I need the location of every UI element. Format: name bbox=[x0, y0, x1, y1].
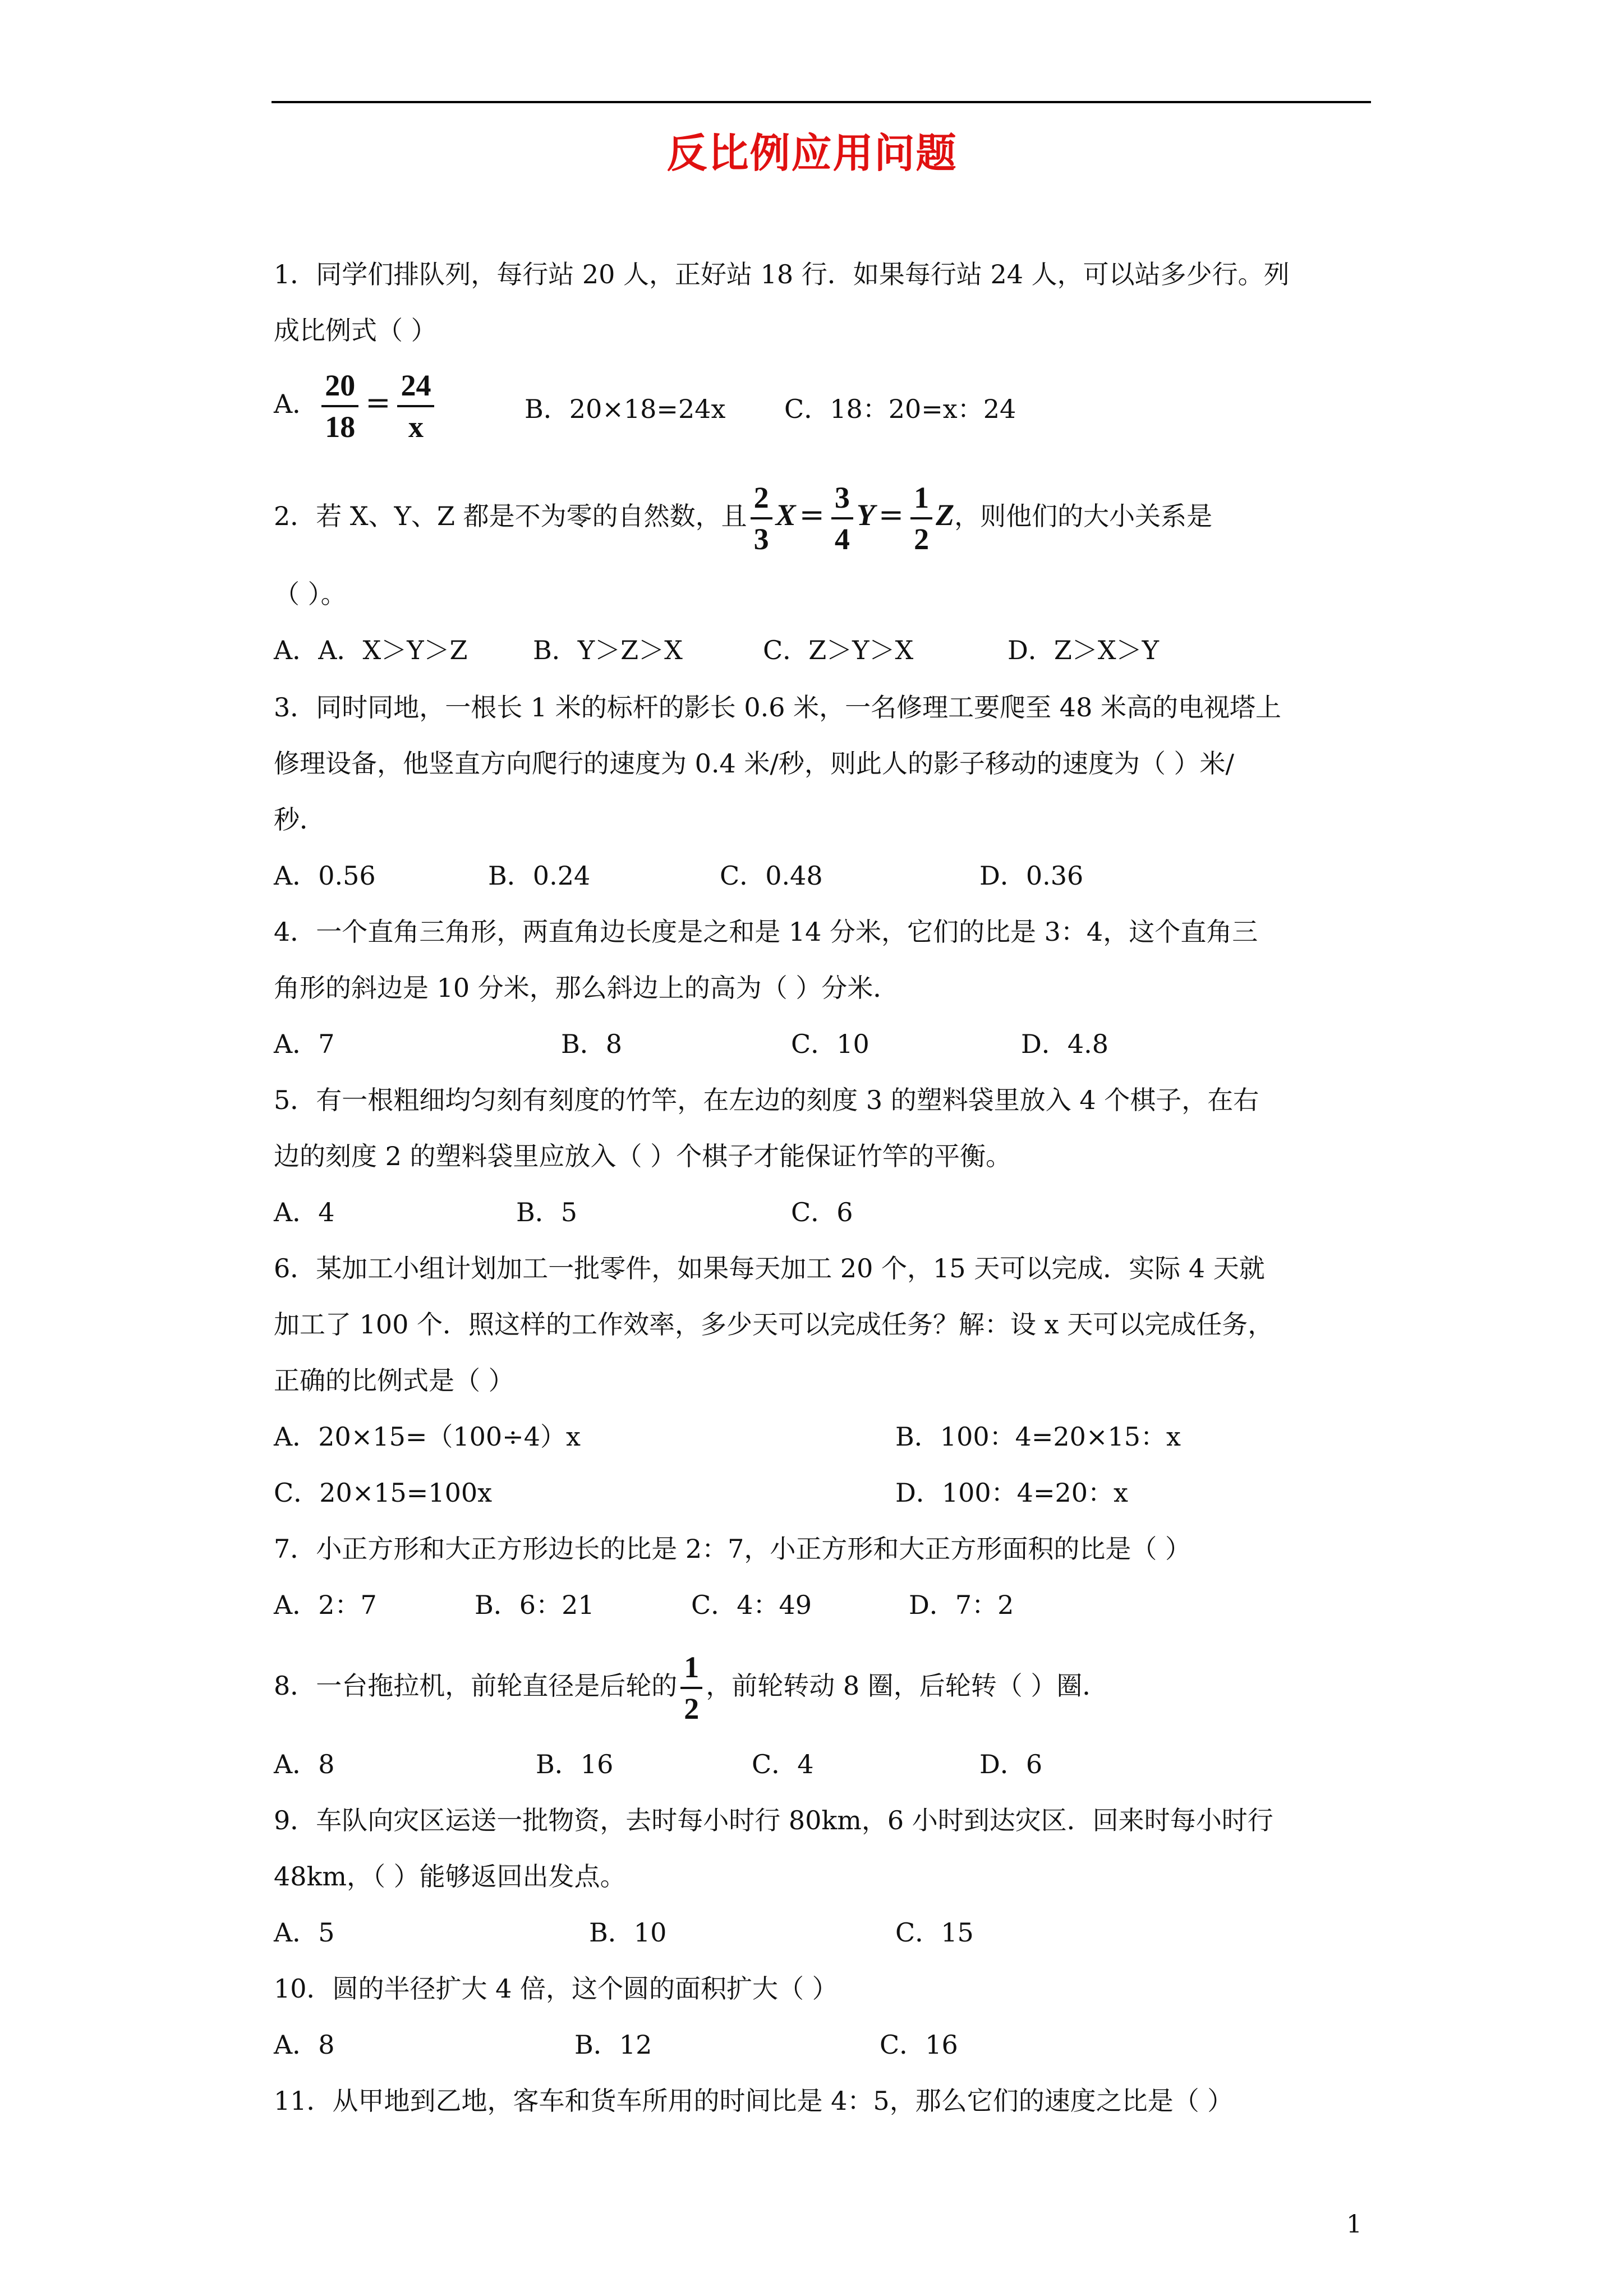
q6-option-b: B．100：4=20×15：x bbox=[895, 1421, 1181, 1452]
q8-text-after: ，前轮转动 8 圈，后轮转（ ）圈． bbox=[706, 1671, 1108, 1701]
q9-option-b: B．10 bbox=[589, 1917, 667, 1948]
q6-line-3: 正确的比例式是（ ） bbox=[274, 1365, 514, 1396]
q2-fraction-2 bbox=[831, 482, 853, 554]
q4-line-2: 角形的斜边是 10 分米，那么斜边上的高为（ ）分米． bbox=[274, 973, 899, 1003]
variable-x: X bbox=[775, 498, 796, 532]
page-title: 反比例应用问题 bbox=[666, 130, 958, 177]
q1-option-c: C．18：20=x：24 bbox=[784, 394, 1016, 424]
numerator: 20 bbox=[321, 370, 358, 407]
q6-option-a: A．20×15=（100÷4）x bbox=[274, 1421, 581, 1452]
q7-option-d: D．7：2 bbox=[909, 1590, 1014, 1620]
q3-option-b: B．0.24 bbox=[488, 861, 591, 891]
q1-fraction-right bbox=[397, 370, 434, 442]
q11-line-1: 11．从甲地到乙地，客车和货车所用的时间比是 4：5，那么它们的速度之比是（ ） bbox=[274, 2086, 1234, 2116]
q7-line-1: 7．小正方形和大正方形边长的比是 2：7，小正方形和大正方形面积的比是（ ） bbox=[274, 1534, 1191, 1564]
denominator: 4 bbox=[834, 522, 850, 556]
q8-option-b: B．16 bbox=[536, 1749, 614, 1779]
q3-line-1: 3．同时同地，一根长 1 米的标杆的影长 0.6 米，一名修理工要爬至 48 米高的电视塔上 bbox=[274, 692, 1281, 723]
q2-line-1 bbox=[274, 482, 1212, 554]
q2-line-2: （ ）。 bbox=[274, 579, 347, 609]
q6-option-c: C．20×15=100x bbox=[274, 1478, 493, 1508]
q3-option-a: A．0.56 bbox=[274, 861, 376, 891]
q5-line-1: 5．有一根粗细均匀刻有刻度的竹竿，在左边的刻度 3 的塑料袋里放入 4 个棋子，在右 bbox=[274, 1085, 1259, 1115]
q2-fraction-1 bbox=[751, 482, 772, 554]
numerator: 2 bbox=[751, 482, 772, 519]
q9-line-2: 48km，（ ）能够返回出发点。 bbox=[274, 1861, 626, 1892]
q8-line-1 bbox=[274, 1652, 1108, 1724]
denominator: 18 bbox=[325, 410, 356, 444]
q10-option-b: B．12 bbox=[574, 2030, 652, 2060]
page-number: 1 bbox=[1346, 2210, 1362, 2239]
q5-option-c: C．6 bbox=[791, 1197, 853, 1227]
q8-fraction bbox=[680, 1652, 702, 1724]
q4-option-d: D．4.8 bbox=[1021, 1029, 1109, 1059]
denominator: 2 bbox=[684, 1692, 700, 1726]
q1-line-1: 1．同学们排队列，每行站 20 人，正好站 18 行．如果每行站 24 人，可以站多少行。列 bbox=[274, 259, 1290, 289]
q10-option-c: C．16 bbox=[880, 2030, 958, 2060]
q10-option-a: A．8 bbox=[274, 2030, 335, 2060]
denominator: 3 bbox=[753, 522, 769, 556]
q4-option-a: A．7 bbox=[274, 1029, 335, 1059]
q7-option-c: C．4：49 bbox=[691, 1590, 812, 1620]
variable-z: Z bbox=[936, 498, 955, 532]
q5-option-a: A．4 bbox=[274, 1197, 335, 1227]
variable-y: Y bbox=[856, 498, 875, 532]
q6-line-2: 加工了 100 个．照这样的工作效率，多少天可以完成任务？解：设 x 天可以完成任务， bbox=[274, 1309, 1274, 1340]
q8-text-before: 8．一台拖拉机，前轮直径是后轮的 bbox=[274, 1671, 678, 1701]
q2-option-b: B．Y＞Z＞X bbox=[533, 635, 683, 665]
q2-option-c: C．Z＞Y＞X bbox=[763, 635, 914, 665]
q2-text-before: 2．若 X、Y、Z 都是不为零的自然数，且 bbox=[274, 501, 747, 531]
q4-line-1: 4．一个直角三角形，两直角边长度是之和是 14 分米，它们的比是 3：4，这个直角三 bbox=[274, 917, 1258, 947]
q2-fraction-3 bbox=[910, 482, 932, 554]
numerator: 24 bbox=[397, 370, 434, 407]
q2-option-a: A．A．X＞Y＞Z bbox=[274, 635, 468, 665]
q4-option-b: B．8 bbox=[561, 1029, 623, 1059]
q9-option-a: A．5 bbox=[274, 1917, 335, 1948]
numerator: 1 bbox=[680, 1652, 702, 1689]
q8-option-c: C．4 bbox=[752, 1749, 814, 1779]
q9-line-1: 9．车队向灾区运送一批物资，去时每小时行 80km，6 小时到达灾区．回来时每小时行 bbox=[274, 1805, 1273, 1835]
equals-sign: = bbox=[878, 497, 904, 532]
q1-option-a-label: A． bbox=[274, 389, 319, 419]
denominator: x bbox=[408, 410, 424, 444]
q3-line-2: 修理设备，他竖直方向爬行的速度为 0.4 米/秒，则此人的影子移动的速度为（ ）米/ bbox=[274, 748, 1235, 779]
numerator: 3 bbox=[831, 482, 853, 519]
numerator: 1 bbox=[910, 482, 932, 519]
q4-option-c: C．10 bbox=[791, 1029, 869, 1059]
q1-line-2: 成比例式（ ） bbox=[274, 315, 437, 346]
denominator: 2 bbox=[914, 522, 930, 556]
q5-line-2: 边的刻度 2 的塑料袋里应放入（ ）个棋子才能保证竹竿的平衡。 bbox=[274, 1141, 1012, 1171]
q9-option-c: C．15 bbox=[895, 1917, 974, 1948]
q6-line-1: 6．某加工小组计划加工一批零件，如果每天加工 20 个，15 天可以完成．实际 4 天就 bbox=[274, 1253, 1265, 1283]
q1-option-b: B．20×18=24x bbox=[525, 394, 726, 424]
q7-option-a: A．2：7 bbox=[274, 1590, 377, 1620]
q3-option-c: C．0.48 bbox=[720, 861, 823, 891]
q6-option-d: D．100：4=20：x bbox=[895, 1478, 1128, 1508]
header-rule bbox=[272, 101, 1371, 103]
equals-sign: = bbox=[365, 385, 391, 420]
q2-option-d: D．Z＞X＞Y bbox=[1007, 635, 1159, 665]
equals-sign: = bbox=[799, 497, 825, 532]
q1-option-a bbox=[274, 370, 438, 442]
q1-fraction-left bbox=[321, 370, 358, 442]
q2-text-after: ，则他们的大小关系是 bbox=[954, 501, 1213, 531]
q8-option-a: A．8 bbox=[274, 1749, 335, 1779]
q10-line-1: 10．圆的半径扩大 4 倍，这个圆的面积扩大（ ） bbox=[274, 1973, 838, 2004]
q8-option-d: D．6 bbox=[979, 1749, 1043, 1779]
q3-line-3: 秒． bbox=[274, 804, 325, 835]
q5-option-b: B．5 bbox=[516, 1197, 578, 1227]
q7-option-b: B．6：21 bbox=[475, 1590, 595, 1620]
q3-option-d: D．0.36 bbox=[979, 861, 1084, 891]
